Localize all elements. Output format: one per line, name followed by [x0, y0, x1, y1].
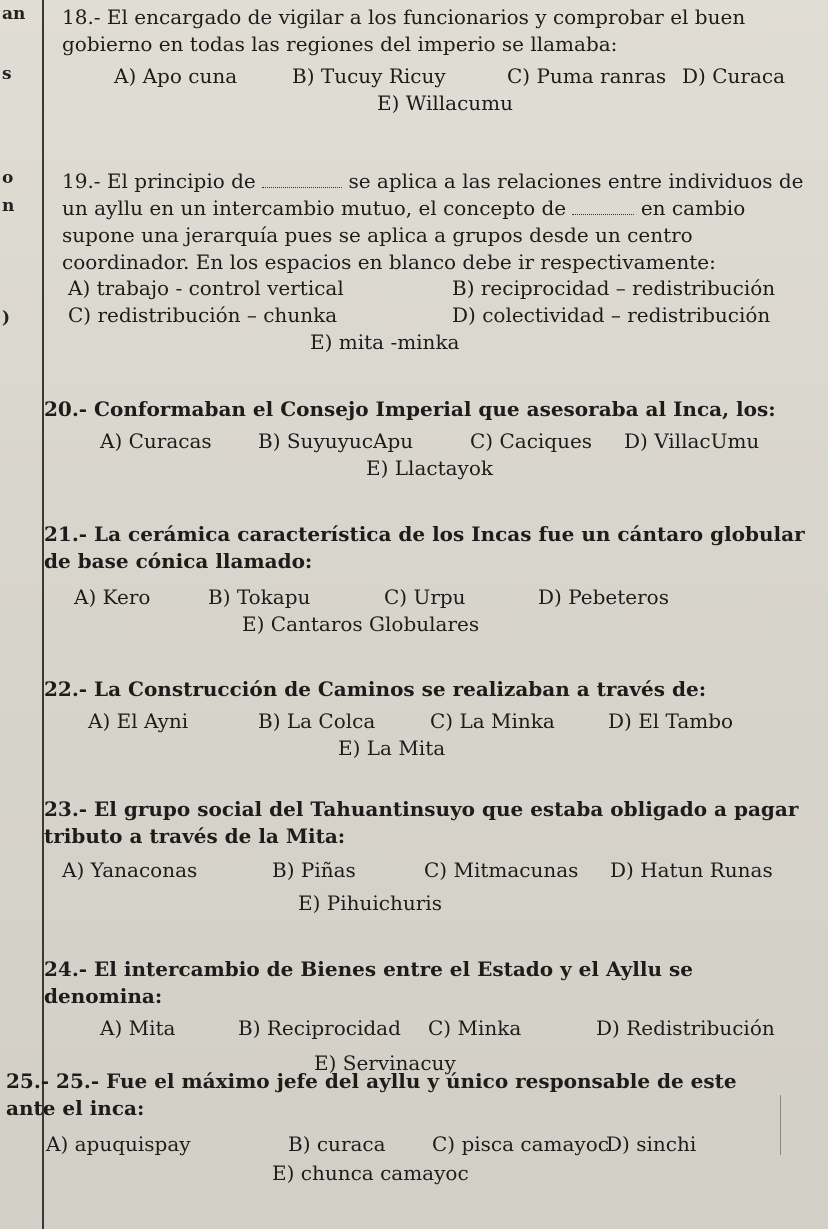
options-row	[6, 1132, 788, 1159]
options-row	[44, 858, 810, 885]
question-stem: 20.- Conformaban el Consejo Imperial que asesoraba al Inca, los:	[44, 397, 776, 421]
question-23	[44, 796, 810, 918]
option-a[interactable]: A) Mita	[100, 1016, 176, 1040]
option-c[interactable]: C) Mitmacunas	[424, 858, 579, 882]
option-b[interactable]: B) SuyuyucApu	[258, 429, 414, 453]
question-22	[44, 676, 810, 763]
option-c[interactable]: C) Caciques	[470, 429, 593, 453]
option-c[interactable]: C) La Minka	[430, 709, 555, 733]
option-b[interactable]: B) Piñas	[272, 858, 356, 882]
option-d[interactable]: D) El Tambo	[608, 709, 734, 733]
option-b[interactable]: B) reciprocidad – redistribución	[452, 276, 776, 300]
answer-blank[interactable]	[572, 200, 634, 215]
edge-letter: an	[2, 4, 26, 24]
option-a[interactable]: A) Apo cuna	[114, 64, 238, 88]
option-c[interactable]: C) Urpu	[384, 585, 466, 609]
options-row	[44, 891, 810, 918]
question-25	[6, 1068, 788, 1188]
question-stem: 25.- 25.- Fue el máximo jefe del ayllu y único responsable de este ante el inca:	[6, 1069, 737, 1120]
options-row	[44, 709, 810, 736]
question-24	[44, 956, 810, 1078]
question-stem: 21.- La cerámica característica de los Incas fue un cántaro globular de base cónica llamado:	[44, 522, 805, 573]
question-18	[52, 4, 810, 118]
option-d[interactable]: D) sinchi	[606, 1132, 697, 1156]
question-19	[62, 168, 810, 357]
option-d[interactable]: D) Curaca	[682, 64, 785, 88]
option-d[interactable]: D) Pebeteros	[538, 585, 669, 609]
option-a[interactable]: A) trabajo - control vertical	[68, 276, 344, 300]
option-d[interactable]: D) Hatun Runas	[610, 858, 773, 882]
options-row	[44, 612, 810, 639]
option-c[interactable]: C) Puma ranras	[507, 64, 667, 88]
options-row	[44, 736, 810, 763]
option-d[interactable]: D) VillacUmu	[624, 429, 760, 453]
question-stem: 24.- El intercambio de Bienes entre el Estado y el Ayllu se denomina:	[44, 957, 693, 1008]
option-b[interactable]: B) La Colca	[258, 709, 376, 733]
options-row	[44, 1016, 810, 1043]
question-stem: 18.- El encargado de vigilar a los funcionarios y comprobar el buen gobierno en todas las regiones del imperio se llamaba:	[62, 5, 746, 56]
option-a[interactable]: A) Yanaconas	[62, 858, 198, 882]
options-row	[52, 64, 810, 91]
options-row	[44, 585, 810, 612]
edge-letter: )	[2, 308, 11, 328]
option-a[interactable]: A) Curacas	[100, 429, 212, 453]
option-b[interactable]: B) Tokapu	[208, 585, 311, 609]
edge-letter: n	[2, 196, 15, 216]
edge-letter: o	[2, 168, 14, 188]
option-b[interactable]: B) Tucuy Ricuy	[292, 64, 446, 88]
options-row	[62, 330, 810, 357]
option-e[interactable]: E) mita -minka	[310, 330, 460, 354]
options-row	[44, 429, 810, 456]
option-e[interactable]: E) Servinacuy	[314, 1051, 456, 1075]
answer-blank[interactable]	[262, 173, 342, 188]
option-e[interactable]: E) chunca camayoc	[272, 1161, 469, 1185]
option-e[interactable]: E) Cantaros Globulares	[242, 612, 480, 636]
option-e[interactable]: E) Pihuichuris	[298, 891, 442, 915]
option-c[interactable]: C) redistribución – chunka	[68, 303, 338, 327]
option-a[interactable]: A) Kero	[74, 585, 151, 609]
stem-part: 19.- El principio de	[62, 169, 256, 193]
option-d[interactable]: D) colectividad – redistribución	[452, 303, 771, 327]
option-b[interactable]: B) Reciprocidad	[238, 1016, 401, 1040]
option-e[interactable]: E) Llactayok	[366, 456, 493, 480]
question-stem: 22.- La Construcción de Caminos se realizaban a través de:	[44, 677, 707, 701]
options-row	[52, 91, 810, 118]
options-row	[62, 276, 810, 303]
question-21	[44, 521, 810, 639]
question-20	[44, 396, 810, 483]
stem-part: en cambio supone una jerarquía pues se aplica a grupos desde un centro coordinador. En los espacios en blanco debe ir respectivamente:	[62, 196, 746, 274]
edge-letter: s	[2, 64, 12, 84]
options-row	[62, 303, 810, 330]
option-c[interactable]: C) Minka	[428, 1016, 522, 1040]
option-b[interactable]: B) curaca	[288, 1132, 386, 1156]
question-stem	[62, 168, 810, 276]
option-c[interactable]: C) pisca camayoc	[432, 1132, 609, 1156]
stem-part: se aplica a las relaciones entre individuos de un ayllu en un intercambio mutuo, el concepto de	[62, 169, 804, 220]
options-row	[44, 456, 810, 483]
options-row	[6, 1161, 788, 1188]
option-d[interactable]: D) Redistribución	[596, 1016, 775, 1040]
option-e[interactable]: E) Willacumu	[377, 91, 514, 115]
option-e[interactable]: E) La Mita	[338, 736, 446, 760]
option-a[interactable]: A) El Ayni	[88, 709, 189, 733]
option-a[interactable]: A) apuquispay	[46, 1132, 191, 1156]
question-stem: 23.- El grupo social del Tahuantinsuyo que estaba obligado a pagar tributo a través de la Mita:	[44, 797, 799, 848]
